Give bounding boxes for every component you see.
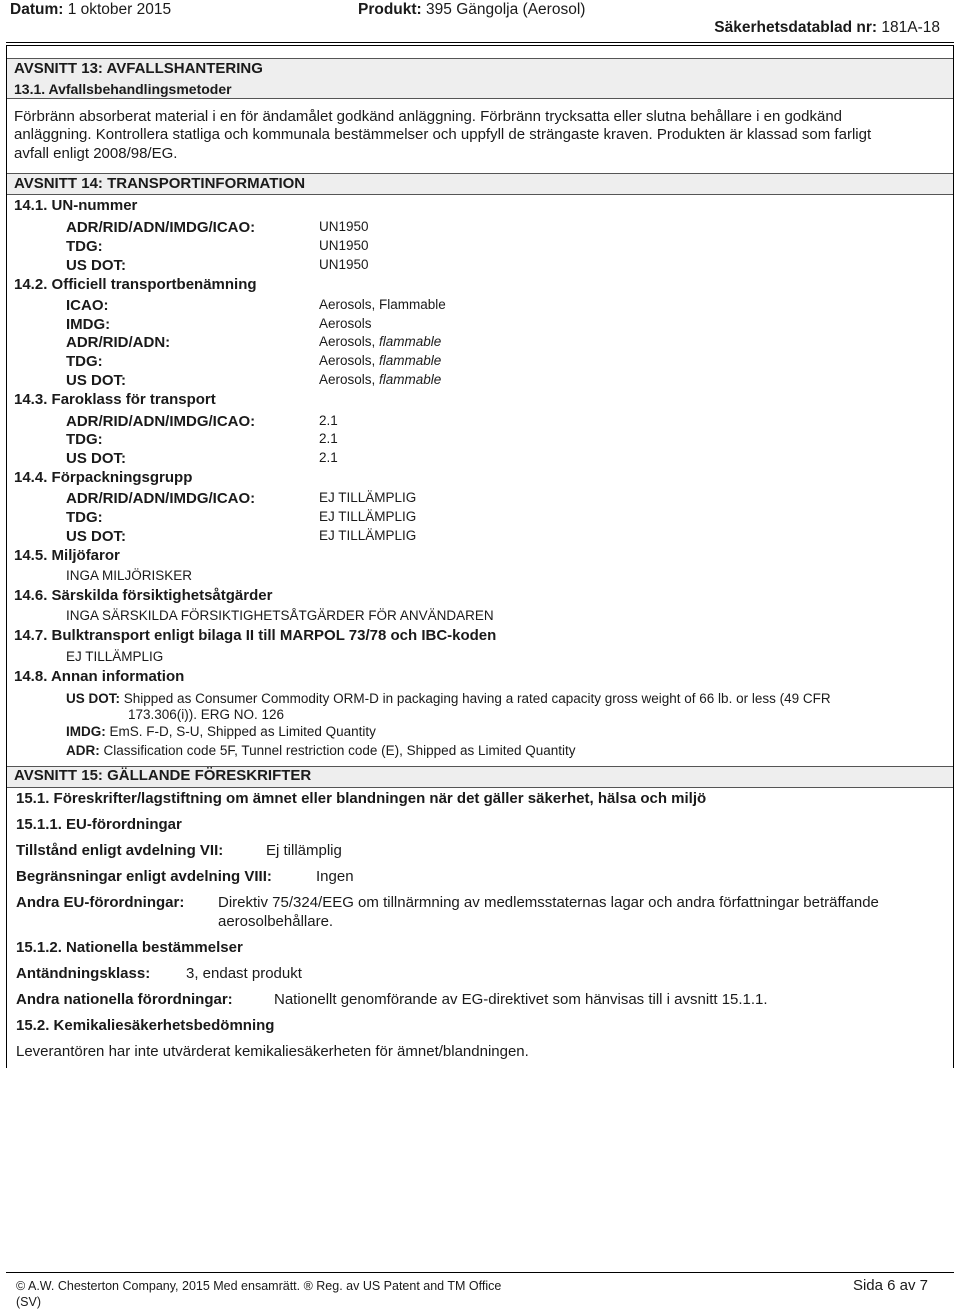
other-usdot-line2: 173.306(i)). ERG NO. 126 xyxy=(128,707,285,722)
name-value-tdg: Aerosols, flammable xyxy=(319,353,442,368)
antandningsklass-value: 3, endast produkt xyxy=(186,965,302,982)
name-label-icao: ICAO: xyxy=(66,297,109,314)
product-value: 395 Gängolja (Aerosol) xyxy=(426,1,586,18)
begransningar-value: Ingen xyxy=(316,868,354,885)
un-label-usdot: US DOT: xyxy=(66,257,126,274)
antandningsklass-label: Antändningsklass: xyxy=(16,965,151,982)
section-15-1-heading: 15.1. Föreskrifter/lagstiftning om ämnet eller blandningen när det gäller säkerhet, hälsa och miljö xyxy=(16,790,707,807)
packing-value-tdg: EJ TILLÄMPLIG xyxy=(319,509,417,524)
env-hazards-value: INGA MILJÖRISKER xyxy=(66,568,193,583)
bulk-value: EJ TILLÄMPLIG xyxy=(66,649,164,664)
footer-language: (SV) xyxy=(16,1295,41,1309)
class-value-tdg: 2.1 xyxy=(319,431,338,446)
name-label-tdg: TDG: xyxy=(66,353,103,370)
name-value-imdg: Aerosols xyxy=(319,316,372,331)
footer-page-number: Sida 6 av 7 xyxy=(852,1277,928,1294)
name-label-imdg: IMDG: xyxy=(66,316,111,333)
section-15-1-2-heading: 15.1.2. Nationella bestämmelser xyxy=(16,939,243,956)
section-14-3-heading: 14.3. Faroklass för transport xyxy=(14,391,216,408)
header-product xyxy=(358,1,585,19)
product-label: Produkt: xyxy=(358,1,422,18)
packing-value-usdot: EJ TILLÄMPLIG xyxy=(319,528,417,543)
section-13-text-line1: Förbränn absorberat material i en för ändamålet godkänd anläggning. Förbränn trycksatta eller slutna behållare i en godkänd xyxy=(14,108,843,125)
un-value-adr: UN1950 xyxy=(319,219,369,234)
un-label-adr: ADR/RID/ADN/IMDG/ICAO: xyxy=(66,219,256,236)
header-divider xyxy=(6,42,954,43)
header-sds xyxy=(714,19,940,37)
class-label-usdot: US DOT: xyxy=(66,450,126,467)
date-value: 1 oktober 2015 xyxy=(67,1,172,18)
name-value-icao: Aerosols, Flammable xyxy=(319,297,446,312)
sds-label: Säkerhetsdatablad nr: xyxy=(714,19,878,36)
section-13-1-heading: 13.1. Avfallsbehandlingsmetoder xyxy=(14,81,232,97)
section-14-title: AVSNITT 14: TRANSPORTINFORMATION xyxy=(14,175,306,192)
frame-left xyxy=(6,45,7,1068)
section-13-text-line2: anläggning. Kontrollera statliga och kommunala bestämmelser och uppfyll de strängaste kraven. Produkten är klassad som farligt xyxy=(14,126,872,143)
un-label-tdg: TDG: xyxy=(66,238,103,255)
andra-nationella-label: Andra nationella förordningar: xyxy=(16,991,233,1008)
name-label-usdot: US DOT: xyxy=(66,372,126,389)
andra-eu-value-line1: Direktiv 75/324/EEG om tillnärmning av medlemsstaternas lagar och andra författningar beträffande xyxy=(218,894,879,911)
packing-label-usdot: US DOT: xyxy=(66,528,126,545)
name-value-usdot: Aerosols, flammable xyxy=(319,372,442,387)
begransningar-label: Begränsningar enligt avdelning VIII: xyxy=(16,868,272,885)
class-value-adr: 2.1 xyxy=(319,413,338,428)
header-divider-2 xyxy=(6,45,954,46)
section-14-2-heading: 14.2. Officiell transportbenämning xyxy=(14,276,257,293)
assessment-text: Leverantören har inte utvärderat kemikaliesäkerheten för ämnet/blandningen. xyxy=(16,1043,529,1060)
other-imdg: IMDG: EmS. F-D, S-U, Shipped as Limited Quantity xyxy=(66,724,376,739)
section-15-1-1-heading: 15.1.1. EU-förordningar xyxy=(16,816,182,833)
section-14-6-heading: 14.6. Särskilda försiktighetsåtgärder xyxy=(14,587,273,604)
section-14-1-heading: 14.1. UN-nummer xyxy=(14,197,138,214)
section-14-7-heading: 14.7. Bulktransport enligt bilaga II till MARPOL 73/78 och IBC-koden xyxy=(14,627,497,644)
date-label: Datum: xyxy=(10,1,64,18)
tillstand-label: Tillstånd enligt avdelning VII: xyxy=(16,842,224,859)
packing-label-tdg: TDG: xyxy=(66,509,103,526)
footer-copyright: © A.W. Chesterton Company, 2015 Med ensamrätt. ® Reg. av US Patent and TM Office xyxy=(16,1279,502,1293)
packing-label-adr: ADR/RID/ADN/IMDG/ICAO: xyxy=(66,490,256,507)
other-adr: ADR: Classification code 5F, Tunnel restriction code (E), Shipped as Limited Quantity xyxy=(66,743,576,758)
class-label-tdg: TDG: xyxy=(66,431,103,448)
precautions-value: INGA SÄRSKILDA FÖRSIKTIGHETSÅTGÄRDER FÖR ANVÄNDAREN xyxy=(66,608,494,623)
name-label-adr: ADR/RID/ADN: xyxy=(66,334,171,351)
class-label-adr: ADR/RID/ADN/IMDG/ICAO: xyxy=(66,413,256,430)
andra-eu-value-line2: aerosolbehållare. xyxy=(218,913,334,930)
section-15-title: AVSNITT 15: GÄLLANDE FÖRESKRIFTER xyxy=(14,767,312,784)
footer-divider xyxy=(6,1272,954,1273)
header-date xyxy=(10,1,171,19)
andra-eu-label: Andra EU-förordningar: xyxy=(16,894,185,911)
andra-nationella-value: Nationellt genomförande av EG-direktivet som hänvisas till i avsnitt 15.1.1. xyxy=(274,991,768,1008)
un-value-tdg: UN1950 xyxy=(319,238,369,253)
frame-right xyxy=(953,45,954,1068)
tillstand-value: Ej tillämplig xyxy=(266,842,342,859)
un-value-usdot: UN1950 xyxy=(319,257,369,272)
section-15-2-heading: 15.2. Kemikaliesäkerhetsbedömning xyxy=(16,1017,275,1034)
other-usdot-line1: US DOT: Shipped as Consumer Commodity ORM-D in packaging having a rated capacity gross weight of 66 lb. or less (49 CFR xyxy=(66,691,831,706)
section-13-text-line3: avfall enligt 2008/98/EG. xyxy=(14,145,178,162)
section-13-title: AVSNITT 13: AVFALLSHANTERING xyxy=(14,60,263,77)
sds-value: 181A-18 xyxy=(881,19,940,36)
section-14-8-heading: 14.8. Annan information xyxy=(14,668,185,685)
class-value-usdot: 2.1 xyxy=(319,450,338,465)
name-value-adr: Aerosols, flammable xyxy=(319,334,442,349)
section-14-5-heading: 14.5. Miljöfaror xyxy=(14,547,120,564)
packing-value-adr: EJ TILLÄMPLIG xyxy=(319,490,417,505)
section-14-4-heading: 14.4. Förpackningsgrupp xyxy=(14,469,193,486)
